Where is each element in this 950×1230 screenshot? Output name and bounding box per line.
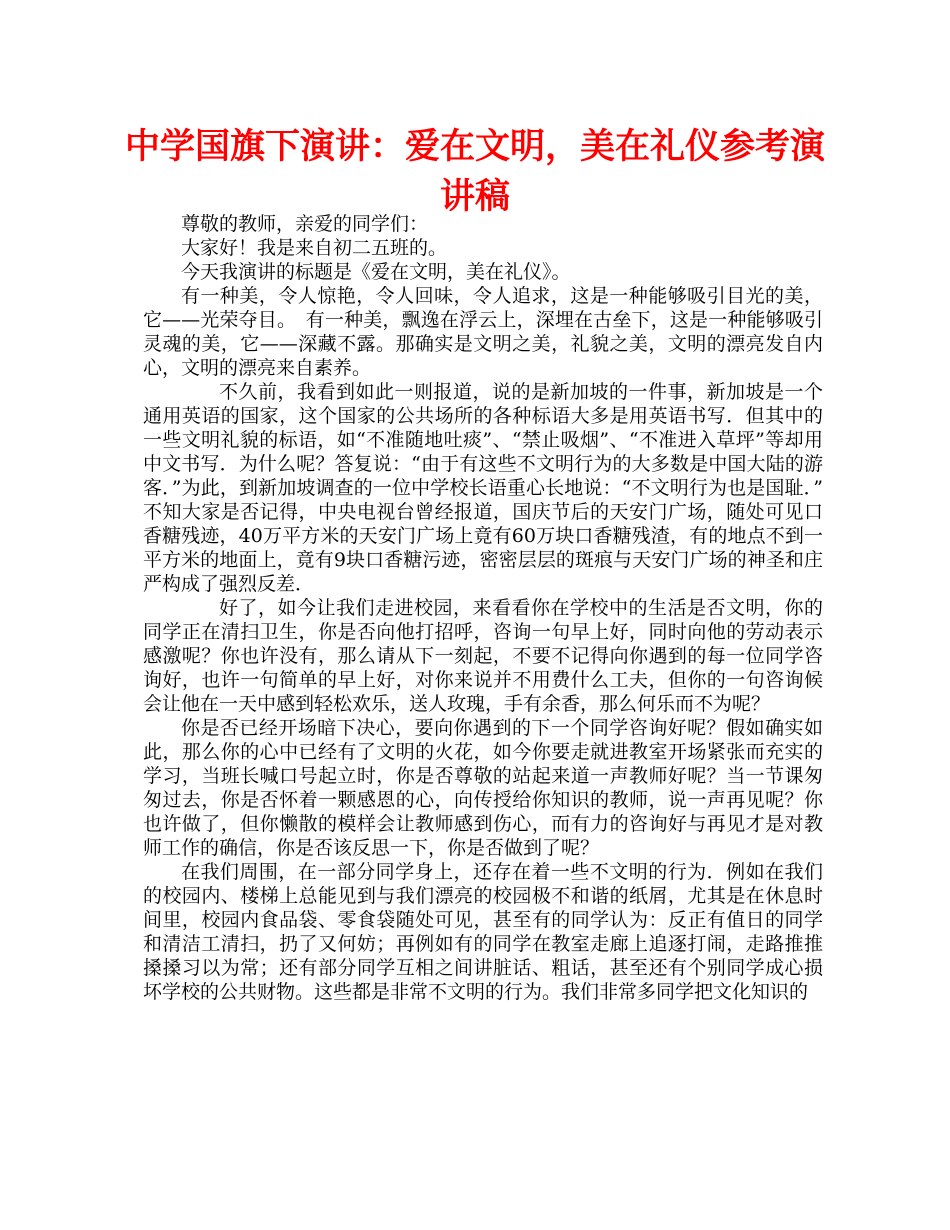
paragraph-campus-life: 好了，如今让我们走进校园，来看看你在学校中的生活是否文明，你的同学正在清扫卫生，你是否向他打招呼，咨询一句早上好，同时向他的劳动表示感激呢？你也许没有，那么请从下一刻起，不要不记得向你遇到的每一位同学咨询好，也许一句简单的早上好，对你来说并不用费什么工夫，但你的一句咨询候会让他在一天中感到轻松欢乐，送人玫瑰，手有余香，那么何乐而不为呢？ [143,597,823,715]
paragraph-topic: 今天我演讲的标题是《爱在文明，美在礼仪》。 [181,261,571,283]
paragraph-singapore-report: 不久前，我看到如此一则报道，说的是新加坡的一件事，新加坡是一个通用英语的国家，这个国家的公共场所的各种标语大多是用英语书写．但其中的一些文明礼貌的标语，如“不准随地吐痰”、“禁止吸烟”、“不准进入草坪”等却用中文书写．为什么呢？答复说：“由于有这些不文明行为的大多数是中国大陆的游客．”为此，到新加坡调查的一位中学校长语重心长地说：“不文明行为也是国耻．” 不知大家是否记得，中央电视台曾经报道，国庆节后的天安门广场，随处可见口香糖残迹，40万平方米的天安门广场上竟有60万块口香糖残渣，有的地点不到一平方米的地面上，竟有9块口香糖污迹，密密层层的斑痕与天安门广场的神圣和庄严构成了强烈反差． [143,381,843,595]
document-body [143,212,843,1004]
paragraph-greet-teacher: 你是否已经开场暗下决心，要向你遇到的下一个同学咨询好呢？假如确实如此，那么你的心中已经有了文明的火花，如今你要走就进教室开场紧张而充实的学习，当班长喊口号起立时，你是否尊敬的站起来道一声教师好呢？当一节课匆匆过去，你是否怀着一颗感恩的心，向传授给你知识的教师，说一声再见呢？你也许做了，但你懒散的模样会让教师感到伤心，而有力的咨询好与再见才是对教师工作的确信，你是否该反思一下，你是否做到了呢？ [143,717,823,859]
document-title: 中学国旗下演讲：爱在文明，美在礼仪参考演讲稿 [124,127,825,217]
paragraph-salutation: 尊敬的教师，亲爱的同学们： [181,213,429,235]
paragraph-uncivil-behavior: 在我们周围，在一部分同学身上，还存在着一些不文明的行为．例如在我们的校园内、楼梯上总能见到与我们漂亮的校园极不和谐的纸屑，尤其是在休息时间里，校园内食品袋、零食袋随处可见，甚至有的同学认为：反正有值日的同学和清洁工清扫，扔了又何妨；再例如有的同学在教室走廊上追逐打闹，走路推推搡搡习以为常；还有部分同学互相之间讲脏话、粗话，甚至还有个别同学成心损坏学校的公共财物。这些都是非常不文明的行为。我们非常多同学把文化知识的 [143,861,823,1003]
paragraph-beauty: 有一种美，令人惊艳，令人回味，令人追求，这是一种能够吸引目光的美，它——光荣夺目。 有一种美，飘逸在浮云上，深埋在古垒下，这是一种能够吸引灵魂的美，它——深藏不露。那确实是文明之美，礼貌之美，文明的漂亮发自内心，文明的漂亮来自素养。 [143,285,823,379]
paragraph-greeting: 大家好！我是来自初二五班的。 [181,237,448,259]
